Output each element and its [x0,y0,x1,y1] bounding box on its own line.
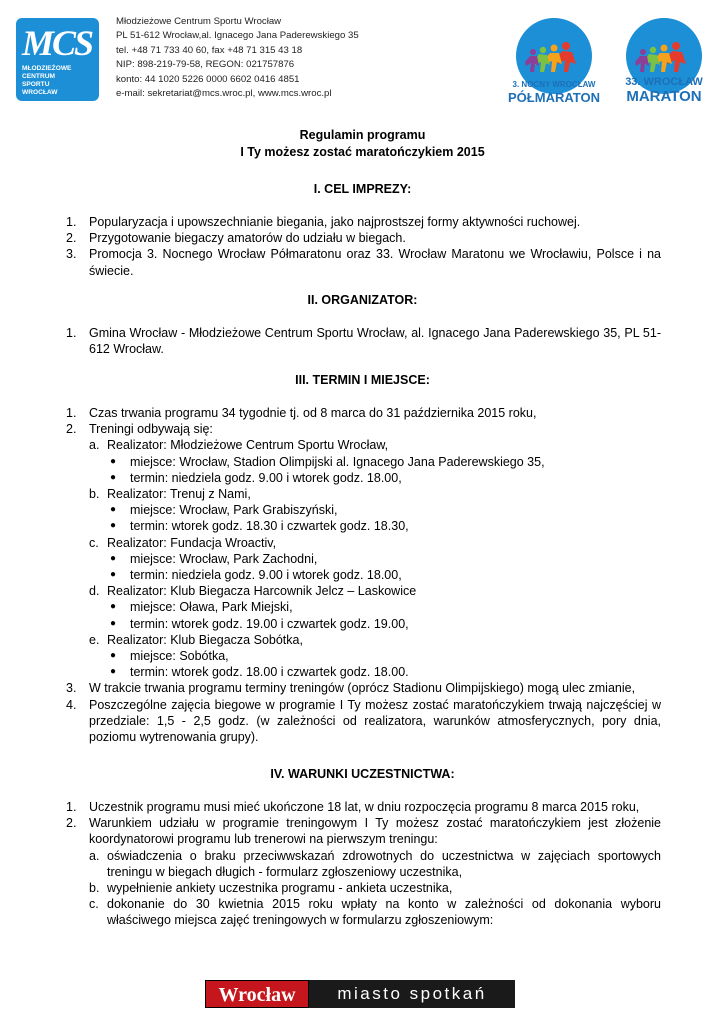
bullet-icon: ● [110,552,117,564]
contact-line-name: Młodzieżowe Centrum Sportu Wrocław [116,16,282,27]
sublist-item [66,486,661,502]
list-item [66,421,661,437]
list-item-text: Uczestnik programu musi mieć ukończone 18 lat, w dniu rozpoczęcia programu 8 marca 2015 roku, [89,800,640,814]
marathon-logo-line1: 33. WROCŁAW [625,76,703,88]
list-item-number: 2. [66,422,77,437]
runners-icon [522,38,586,78]
list-item [66,214,661,230]
list-item-text: W trakcie trwania programu terminy treningów (oprócz Stadionu Olimpijskiego) mogą ulec zmianie, [89,681,636,696]
sublist-letter: e. [89,632,100,647]
list-item [66,815,661,847]
bullet-item [66,616,661,632]
list-item [66,325,661,357]
sublist-letter: d. [89,584,100,599]
list-item-number: 3. [66,247,77,262]
bullet-icon: ● [110,666,117,678]
bullet-item [66,664,661,680]
list-item-text: Promocja 3. Nocnego Wrocław Półmaratonu oraz 33. Wrocław Maratonu we Wrocławiu, Polsce i na świecie. [89,247,661,278]
mcs-logo-sub-line: WROCŁAW [22,89,58,96]
sublist-text: wypełnienie ankiety uczestnika programu - ankieta uczestnika, [107,881,453,896]
footer-slogan: miasto spotkań [309,980,515,1008]
bullet-text: miejsce: Wrocław, Park Zachodni, [130,551,318,566]
bullet-icon: ● [110,617,117,629]
list-item-number: 4. [66,697,77,712]
sublist-item [66,896,661,928]
sublist-item [66,535,661,551]
contact-line-email: e-mail: sekretariat@mcs.wroc.pl, www.mcs.wroc.pl [116,88,332,100]
bullet-text: termin: niedziela godz. 9.00 i wtorek godz. 18.00, [130,470,402,485]
contact-line-nip: NIP: 898-219-79-58, REGON: 021757876 [116,59,295,71]
half-marathon-logo [506,18,602,114]
list-item-text: Treningi odbywają się: [89,422,213,437]
bullet-icon: ● [110,569,117,581]
sublist-text: Realizator: Trenuj z Nami, [107,487,251,502]
section-2-list [66,325,661,357]
sublist-letter: c. [89,535,99,550]
sublist-text: Realizator: Młodzieżowe Centrum Sportu Wrocław, [107,438,389,453]
section-heading: IV. WARUNKI UCZESTNICTWA: [270,767,455,781]
runners-icon [632,38,696,78]
document-title [0,127,725,161]
sublist-item [66,632,661,648]
mcs-logo [16,18,99,101]
list-item-number: 3. [66,681,77,696]
half-marathon-logo-line1: 3. NOCNY WROCŁAW [512,80,596,89]
list-item-text: Czas trwania programu 34 tygodnie tj. od 8 marca do 31 października 2015 roku, [89,406,537,420]
section-3-list [66,405,661,745]
sublist-text: dokonanie do 30 kwietnia 2015 roku wpłaty na konto w zależności od dokonania wyboru właściwego miejsca zajęć treningowych w formularzu zgłoszeniowym: [107,897,661,928]
sublist-text: Realizator: Klub Biegacza Sobótka, [107,632,303,647]
section-heading: II. ORGANIZATOR: [307,293,418,307]
mcs-logo-letters: MCS [22,23,93,63]
list-item [66,230,661,246]
mcs-logo-sub-line: CENTRUM [22,73,55,80]
contact-line-account: konto: 44 1020 5226 0000 6602 0416 4851 [116,73,300,85]
contact-line-address: PL 51-612 Wrocław,al. Ignacego Jana Paderewskiego 35 [116,30,359,42]
bullet-text: miejsce: Wrocław, Park Grabiszyński, [130,503,338,518]
list-item-number: 2. [66,231,77,246]
list-item-text: Warunkiem udziału w programie treningowym I Ty możesz zostać maratończykiem jest złożenie koordynatorowi programu lub trenerowi na pierwszym treningu: [89,816,661,847]
bullet-icon: ● [110,455,117,467]
bullet-icon: ● [110,471,117,483]
bullet-text: miejsce: Wrocław, Stadion Olimpijski al. Ignacego Jana Paderewskiego 35, [130,454,545,469]
sublist-letter: a. [89,438,100,453]
sublist-text: Realizator: Fundacja Wroactiv, [107,535,277,550]
bullet-text: miejsce: Sobótka, [130,649,229,664]
bullet-text: termin: niedziela godz. 9.00 i wtorek godz. 18.00, [130,568,402,583]
contact-line-phone: tel. +48 71 733 40 60, fax +48 71 315 43 18 [116,44,303,56]
letterhead [0,0,725,118]
document-title-line1: Regulamin programu [299,128,426,142]
sublist-item [66,583,661,599]
contact-info [116,15,359,101]
section-4-list [66,799,661,929]
mcs-logo-subtitle [22,65,71,97]
bullet-text: termin: wtorek godz. 18.30 i czwartek godz. 18.30, [130,519,409,534]
bullet-item [66,470,661,486]
list-item [66,246,661,278]
bullet-item [66,599,661,615]
sublist-item [66,880,661,896]
sublist-letter: c. [89,897,99,912]
section-heading: I. CEL IMPREZY: [313,182,412,196]
list-item-number: 1. [66,326,77,340]
list-item-number: 1. [66,800,77,814]
bullet-text: termin: wtorek godz. 18.00 i czwartek godz. 18.00. [130,665,409,680]
sublist-letter: b. [89,881,100,896]
footer-wroclaw: Wrocław [205,980,309,1008]
bullet-icon: ● [110,504,117,516]
half-marathon-logo-line2: PÓŁMARATON [508,90,600,105]
document-title-line2: I Ty możesz zostać maratończykiem 2015 [240,145,485,159]
sublist-item [66,848,661,880]
mcs-logo-sub-line: SPORTU [22,81,50,88]
mcs-logo-sub-line: MŁODZIEŻOWE [22,65,72,72]
sublist-text: Realizator: Klub Biegacza Harcownik Jelcz – Laskowice [107,584,417,599]
list-item-text: Przygotowanie biegaczy amatorów do udziału w biegach. [89,231,406,246]
section-1-list [66,214,661,279]
bullet-item [66,518,661,534]
list-item-text: Poszczególne zajęcia biegowe w programie I Ty możesz zostać maratończykiem trwają najczęściej w przedziale: 1,5 - 2,5 godz. (w zależności od realizatora, warunków atmosferycznych, pory dnia, poziomu wytrenowania grupy). [89,697,661,745]
list-item [66,680,661,696]
bullet-item [66,567,661,583]
bullet-text: miejsce: Oława, Park Miejski, [130,600,293,615]
list-item [66,697,661,746]
bullet-icon: ● [110,601,117,613]
sublist-item [66,437,661,453]
list-item [66,405,661,421]
footer-brand [205,980,515,1008]
bullet-item [66,454,661,470]
sublist-letter: b. [89,487,100,502]
list-item-number: 1. [66,406,77,420]
marathon-logo [616,18,712,114]
bullet-item [66,502,661,518]
marathon-logo-line2: MARATON [626,88,702,105]
sublist-letter: a. [89,848,100,863]
bullet-item [66,648,661,664]
bullet-text: termin: wtorek godz. 19.00 i czwartek godz. 19.00, [130,616,409,631]
bullet-icon: ● [110,650,117,662]
bullet-item [66,551,661,567]
section-heading: III. TERMIN I MIEJSCE: [295,373,430,387]
bullet-icon: ● [110,520,117,532]
sublist-text: oświadczenia o braku przeciwwskazań zdrowotnych do uczestnictwa w zajęciach sportowych treningu w biegach długich - formularz zgłoszeniowy uczestnika, [107,848,661,879]
list-item-number: 2. [66,816,77,831]
list-item [66,799,661,815]
list-item-text: Gmina Wrocław - Młodzieżowe Centrum Sportu Wrocław, al. Ignacego Jana Paderewskiego 35, PL 51-612 Wrocław. [89,326,661,357]
list-item-number: 1. [66,215,77,229]
list-item-text: Popularyzacja i upowszechnianie biegania, jako najprostszej formy aktywności ruchowej. [89,215,581,229]
